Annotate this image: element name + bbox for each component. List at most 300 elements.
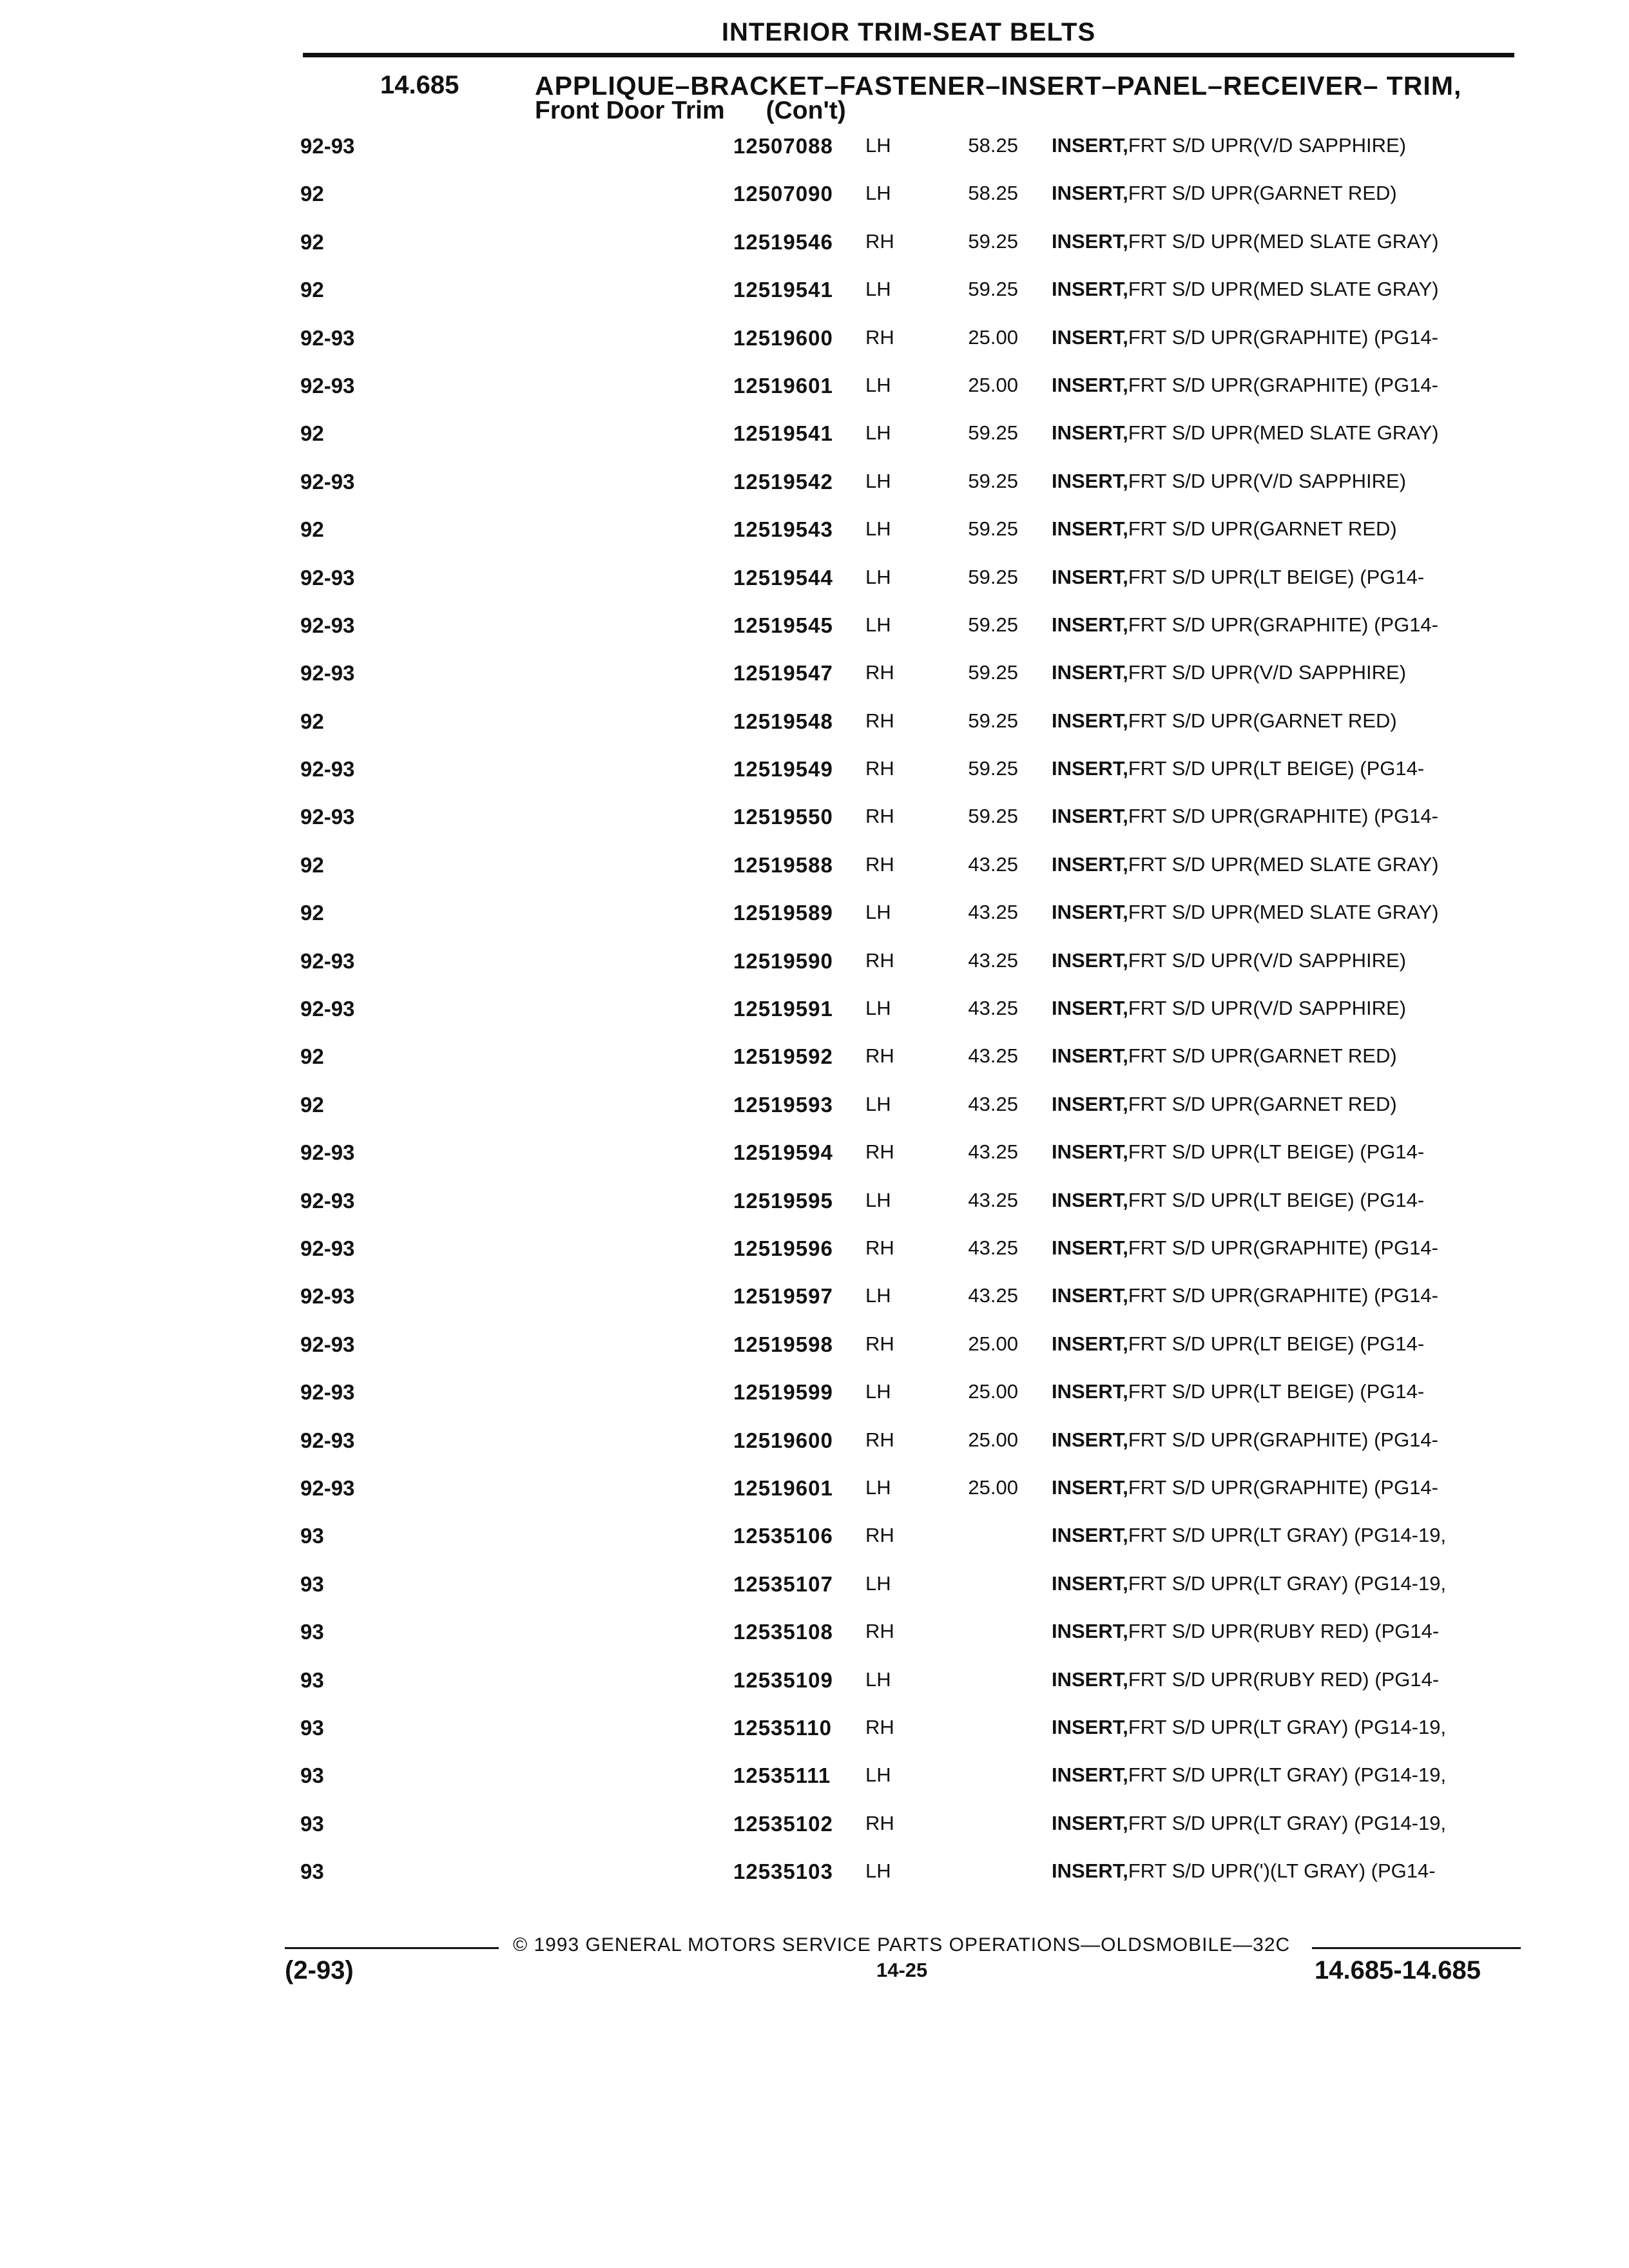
part-number: 12535108 xyxy=(733,1620,833,1644)
part-number: 12519601 xyxy=(733,373,833,398)
model-year: 92-93 xyxy=(300,613,355,637)
description-text: FRT S/D UPR(GRAPHITE) (PG14- xyxy=(1128,805,1438,828)
side-code: LH xyxy=(865,182,891,205)
part-description xyxy=(1052,1667,1440,1691)
description-text: FRT S/D UPR(LT GRAY) (PG14-19, xyxy=(1128,1524,1447,1547)
model-year: 92-93 xyxy=(300,469,355,494)
part-description xyxy=(1052,421,1439,445)
description-text: FRT S/D UPR(LT GRAY) (PG14-19, xyxy=(1128,1571,1447,1595)
model-year: 92 xyxy=(300,229,324,254)
model-year: 93 xyxy=(300,1715,324,1740)
page-number: 14-25 xyxy=(876,1959,928,1981)
price: 59.25 xyxy=(968,278,1018,301)
part-type: INSERT, xyxy=(1052,1188,1128,1211)
part-number: 12519549 xyxy=(733,757,833,782)
side-code: LH xyxy=(865,565,891,588)
page-header xyxy=(303,0,1514,59)
part-description xyxy=(1052,997,1407,1020)
section-number: 14.685 xyxy=(380,71,459,99)
part-type: INSERT, xyxy=(1052,1475,1128,1499)
part-row xyxy=(0,517,1629,565)
model-year: 92-93 xyxy=(300,805,355,829)
description-text: FRT S/D UPR(GARNET RED) xyxy=(1128,1092,1397,1115)
part-row xyxy=(0,1763,1629,1811)
part-type: INSERT, xyxy=(1052,1428,1128,1451)
part-row xyxy=(0,1524,1629,1571)
parts-list xyxy=(0,134,1629,1907)
part-number: 12519541 xyxy=(733,421,833,446)
part-type: INSERT, xyxy=(1052,1380,1128,1403)
description-text: FRT S/D UPR(V/D SAPPHIRE) xyxy=(1128,469,1407,492)
side-code: RH xyxy=(865,661,894,684)
model-year: 93 xyxy=(300,1763,324,1788)
part-row xyxy=(0,1668,1629,1716)
part-type: INSERT, xyxy=(1052,1571,1128,1595)
model-year: 92-93 xyxy=(300,373,355,398)
price: 59.25 xyxy=(968,757,1018,780)
part-number: 12519591 xyxy=(733,997,833,1021)
part-type: INSERT, xyxy=(1052,517,1128,541)
part-number: 12519542 xyxy=(733,469,833,494)
description-text: FRT S/D UPR(LT BEIGE) (PG14- xyxy=(1128,565,1425,588)
price: 43.25 xyxy=(968,1140,1018,1164)
part-number: 12519550 xyxy=(733,805,833,829)
price: 59.25 xyxy=(968,661,1018,684)
part-row xyxy=(0,230,1629,278)
side-code: RH xyxy=(865,805,894,828)
side-code: RH xyxy=(865,1140,894,1164)
side-code: RH xyxy=(865,852,894,876)
part-type: INSERT, xyxy=(1052,1332,1128,1355)
description-text: FRT S/D UPR(MED SLATE GRAY) xyxy=(1128,421,1439,445)
part-row xyxy=(0,1860,1629,1907)
price: 59.25 xyxy=(968,709,1018,732)
part-type: INSERT, xyxy=(1052,901,1128,924)
part-type: INSERT, xyxy=(1052,469,1128,492)
part-number: 12519548 xyxy=(733,709,833,733)
price: 59.25 xyxy=(968,229,1018,253)
part-description xyxy=(1052,1524,1447,1547)
part-description xyxy=(1052,134,1407,157)
model-year: 92 xyxy=(300,852,324,877)
part-row xyxy=(0,421,1629,469)
part-row xyxy=(0,1716,1629,1763)
side-code: RH xyxy=(865,709,894,732)
side-code: LH xyxy=(865,278,891,301)
part-type: INSERT, xyxy=(1052,1860,1128,1883)
part-number: 12519546 xyxy=(733,229,833,254)
price: 43.25 xyxy=(968,852,1018,876)
model-year: 92-93 xyxy=(300,325,355,350)
price: 43.25 xyxy=(968,1284,1018,1307)
part-number: 12519601 xyxy=(733,1475,833,1500)
price: 43.25 xyxy=(968,901,1018,924)
model-year: 93 xyxy=(300,1571,324,1596)
part-row xyxy=(0,278,1629,325)
part-description xyxy=(1052,613,1438,637)
part-description xyxy=(1052,373,1438,397)
part-row xyxy=(0,1812,1629,1860)
description-text: FRT S/D UPR(MED SLATE GRAY) xyxy=(1128,229,1439,253)
price: 58.25 xyxy=(968,182,1018,205)
model-year: 92-93 xyxy=(300,565,355,590)
part-row xyxy=(0,949,1629,997)
side-code: LH xyxy=(865,1380,891,1403)
description-text: FRT S/D UPR(GRAPHITE) (PG14- xyxy=(1128,1236,1438,1259)
description-text: FRT S/D UPR(MED SLATE GRAY) xyxy=(1128,852,1439,876)
side-code: LH xyxy=(865,373,891,396)
side-code: LH xyxy=(865,1860,891,1883)
description-text: FRT S/D UPR(LT BEIGE) (PG14- xyxy=(1128,1380,1425,1403)
side-code: LH xyxy=(865,1571,891,1595)
part-number: 12535102 xyxy=(733,1811,833,1836)
model-year: 92 xyxy=(300,278,324,302)
part-description xyxy=(1052,1236,1438,1260)
part-row xyxy=(0,613,1629,661)
part-row xyxy=(0,709,1629,757)
price: 43.25 xyxy=(968,1236,1018,1259)
part-row xyxy=(0,1189,1629,1236)
price: 59.25 xyxy=(968,421,1018,445)
part-type: INSERT, xyxy=(1052,1140,1128,1164)
description-text: FRT S/D UPR(V/D SAPPHIRE) xyxy=(1128,948,1407,972)
description-text: FRT S/D UPR(V/D SAPPHIRE) xyxy=(1128,997,1407,1020)
description-text: FRT S/D UPR(RUBY RED) (PG14- xyxy=(1128,1620,1440,1643)
part-type: INSERT, xyxy=(1052,948,1128,972)
part-number: 12519589 xyxy=(733,901,833,925)
part-row xyxy=(0,997,1629,1044)
part-row xyxy=(0,1236,1629,1284)
part-description xyxy=(1052,948,1407,972)
part-description xyxy=(1052,1475,1438,1499)
description-text: FRT S/D UPR(RUBY RED) (PG14- xyxy=(1128,1667,1440,1691)
part-type: INSERT, xyxy=(1052,134,1128,157)
side-code: LH xyxy=(865,613,891,636)
part-description xyxy=(1052,1428,1438,1452)
description-text: FRT S/D UPR(MED SLATE GRAY) xyxy=(1128,901,1439,924)
part-type: INSERT, xyxy=(1052,421,1128,445)
part-number: 12519600 xyxy=(733,325,833,350)
side-code: LH xyxy=(865,469,891,492)
part-row xyxy=(0,1428,1629,1476)
part-description xyxy=(1052,1044,1397,1068)
part-number: 12535110 xyxy=(733,1715,833,1740)
description-text: FRT S/D UPR(GRAPHITE) (PG14- xyxy=(1128,373,1438,396)
part-type: INSERT, xyxy=(1052,1092,1128,1115)
part-row xyxy=(0,853,1629,901)
side-code: RH xyxy=(865,1620,894,1643)
section-title: APPLIQUE–BRACKET–FASTENER–INSERT–PANEL–RECEIVER– TRIM, xyxy=(535,71,1462,101)
side-code: RH xyxy=(865,1715,894,1738)
description-text: FRT S/D UPR(LT GRAY) (PG14-19, xyxy=(1128,1811,1447,1834)
description-text: FRT S/D UPR(LT BEIGE) (PG14- xyxy=(1128,757,1425,780)
part-row xyxy=(0,326,1629,374)
price: 43.25 xyxy=(968,997,1018,1020)
description-text: FRT S/D UPR(GRAPHITE) (PG14- xyxy=(1128,1284,1438,1307)
part-type: INSERT, xyxy=(1052,1236,1128,1259)
part-number: 12519545 xyxy=(733,613,833,637)
part-number: 12535111 xyxy=(733,1763,831,1788)
part-number: 12519597 xyxy=(733,1284,833,1309)
description-text: FRT S/D UPR(GRAPHITE) (PG14- xyxy=(1128,325,1438,349)
side-code: RH xyxy=(865,1524,894,1547)
part-number: 12507090 xyxy=(733,182,833,206)
part-row xyxy=(0,901,1629,948)
part-number: 12519543 xyxy=(733,517,833,542)
part-description xyxy=(1052,1140,1425,1164)
part-description xyxy=(1052,517,1397,541)
model-year: 92 xyxy=(300,1092,324,1117)
part-description xyxy=(1052,565,1425,589)
part-description xyxy=(1052,1620,1440,1643)
model-year: 93 xyxy=(300,1811,324,1836)
part-description xyxy=(1052,1332,1425,1356)
part-number: 12519588 xyxy=(733,852,833,877)
part-description xyxy=(1052,1092,1397,1116)
price: 43.25 xyxy=(968,948,1018,972)
description-text: FRT S/D UPR(LT BEIGE) (PG14- xyxy=(1128,1140,1425,1164)
model-year: 92 xyxy=(300,901,324,925)
part-description xyxy=(1052,1763,1447,1787)
side-code: RH xyxy=(865,1236,894,1259)
part-row xyxy=(0,182,1629,229)
side-code: LH xyxy=(865,1667,891,1691)
part-number: 12535107 xyxy=(733,1571,833,1596)
part-row xyxy=(0,1140,1629,1188)
part-type: INSERT, xyxy=(1052,757,1128,780)
description-text: FRT S/D UPR(GRAPHITE) (PG14- xyxy=(1128,1475,1438,1499)
part-type: INSERT, xyxy=(1052,1667,1128,1691)
part-type: INSERT, xyxy=(1052,661,1128,684)
price: 25.00 xyxy=(968,1475,1018,1499)
price: 43.25 xyxy=(968,1092,1018,1115)
part-type: INSERT, xyxy=(1052,182,1128,205)
part-row xyxy=(0,805,1629,852)
model-year: 92-93 xyxy=(300,1140,355,1165)
side-code: LH xyxy=(865,421,891,445)
part-description xyxy=(1052,1380,1425,1403)
description-text: FRT S/D UPR(GARNET RED) xyxy=(1128,709,1397,732)
part-type: INSERT, xyxy=(1052,1044,1128,1068)
price: 25.00 xyxy=(968,373,1018,396)
part-type: INSERT, xyxy=(1052,709,1128,732)
part-type: INSERT, xyxy=(1052,1524,1128,1547)
price: 25.00 xyxy=(968,1380,1018,1403)
model-year: 92-93 xyxy=(300,1428,355,1452)
model-year: 92 xyxy=(300,421,324,446)
part-description xyxy=(1052,182,1397,205)
price: 25.00 xyxy=(968,325,1018,349)
part-number: 12519593 xyxy=(733,1092,833,1117)
part-number: 12519596 xyxy=(733,1236,833,1260)
side-code: RH xyxy=(865,1811,894,1834)
side-code: LH xyxy=(865,1092,891,1115)
section-subtitle-text: Front Door Trim xyxy=(535,97,725,124)
price: 58.25 xyxy=(968,134,1018,157)
model-year: 92-93 xyxy=(300,1475,355,1500)
side-code: RH xyxy=(865,948,894,972)
model-year: 93 xyxy=(300,1860,324,1884)
part-type: INSERT, xyxy=(1052,1284,1128,1307)
part-number: 12519599 xyxy=(733,1380,833,1405)
part-description xyxy=(1052,757,1425,780)
side-code: LH xyxy=(865,517,891,541)
part-number: 12535106 xyxy=(733,1524,833,1548)
part-type: INSERT, xyxy=(1052,852,1128,876)
description-text: FRT S/D UPR(GRAPHITE) (PG14- xyxy=(1128,1428,1438,1451)
side-code: RH xyxy=(865,1332,894,1355)
part-row xyxy=(0,566,1629,613)
description-text: FRT S/D UPR(LT GRAY) (PG14-19, xyxy=(1128,1763,1447,1787)
part-row xyxy=(0,1093,1629,1140)
revision-date-code: (2-93) xyxy=(285,1956,354,1984)
part-description xyxy=(1052,661,1407,684)
part-row xyxy=(0,1332,1629,1380)
part-type: INSERT, xyxy=(1052,229,1128,253)
part-type: INSERT, xyxy=(1052,1620,1128,1643)
part-description xyxy=(1052,325,1438,349)
part-description xyxy=(1052,229,1439,253)
model-year: 93 xyxy=(300,1667,324,1692)
part-row xyxy=(0,1572,1629,1620)
model-year: 93 xyxy=(300,1620,324,1644)
model-year: 92-93 xyxy=(300,1188,355,1213)
footer-rule-right xyxy=(1312,1947,1521,1949)
part-description xyxy=(1052,1188,1425,1212)
part-type: INSERT, xyxy=(1052,1763,1128,1787)
part-number: 12519598 xyxy=(733,1332,833,1356)
model-year: 92-93 xyxy=(300,948,355,973)
side-code: LH xyxy=(865,1284,891,1307)
section-continued-label: (Con't) xyxy=(766,97,846,124)
part-description xyxy=(1052,805,1438,828)
part-description xyxy=(1052,1284,1438,1307)
description-text: FRT S/D UPR(GARNET RED) xyxy=(1128,182,1397,205)
part-type: INSERT, xyxy=(1052,997,1128,1020)
description-text: FRT S/D UPR(V/D SAPPHIRE) xyxy=(1128,661,1407,684)
price: 59.25 xyxy=(968,469,1018,492)
price: 59.25 xyxy=(968,517,1018,541)
side-code: LH xyxy=(865,901,891,924)
page-section-range: 14.685-14.685 xyxy=(1315,1956,1481,1984)
part-row xyxy=(0,757,1629,805)
section-subtitle xyxy=(535,97,846,125)
description-text: FRT S/D UPR(')(LT GRAY) (PG14- xyxy=(1128,1860,1436,1883)
model-year: 92 xyxy=(300,517,324,542)
part-type: INSERT, xyxy=(1052,1811,1128,1834)
price: 25.00 xyxy=(968,1428,1018,1451)
price: 59.25 xyxy=(968,565,1018,588)
model-year: 92 xyxy=(300,1044,324,1069)
model-year: 92-93 xyxy=(300,757,355,782)
side-code: LH xyxy=(865,1763,891,1787)
part-number: 12519592 xyxy=(733,1044,833,1069)
part-description xyxy=(1052,1571,1447,1595)
part-row xyxy=(0,1284,1629,1332)
model-year: 93 xyxy=(300,1524,324,1548)
price: 43.25 xyxy=(968,1188,1018,1211)
description-text: FRT S/D UPR(GRAPHITE) (PG14- xyxy=(1128,613,1438,636)
model-year: 92 xyxy=(300,182,324,206)
part-type: INSERT, xyxy=(1052,565,1128,588)
part-number: 12519594 xyxy=(733,1140,833,1165)
description-text: FRT S/D UPR(LT BEIGE) (PG14- xyxy=(1128,1188,1425,1211)
side-code: RH xyxy=(865,1044,894,1068)
side-code: LH xyxy=(865,997,891,1020)
part-type: INSERT, xyxy=(1052,613,1128,636)
part-description xyxy=(1052,901,1439,924)
price: 59.25 xyxy=(968,613,1018,636)
part-row xyxy=(0,1620,1629,1667)
header-rule xyxy=(303,53,1514,57)
footer-rule-left xyxy=(285,1947,499,1949)
model-year: 92-93 xyxy=(300,134,355,158)
part-type: INSERT, xyxy=(1052,325,1128,349)
part-description xyxy=(1052,278,1439,301)
part-number: 12519600 xyxy=(733,1428,833,1452)
part-type: INSERT, xyxy=(1052,805,1128,828)
part-type: INSERT, xyxy=(1052,1715,1128,1738)
side-code: LH xyxy=(865,1188,891,1211)
part-row xyxy=(0,134,1629,182)
part-row xyxy=(0,1476,1629,1524)
side-code: LH xyxy=(865,134,891,157)
model-year: 92-93 xyxy=(300,661,355,686)
price: 43.25 xyxy=(968,1044,1018,1068)
model-year: 92-93 xyxy=(300,997,355,1021)
side-code: RH xyxy=(865,229,894,253)
description-text: FRT S/D UPR(GARNET RED) xyxy=(1128,1044,1397,1068)
model-year: 92-93 xyxy=(300,1332,355,1356)
side-code: LH xyxy=(865,1475,891,1499)
part-number: 12535109 xyxy=(733,1667,833,1692)
part-description xyxy=(1052,469,1407,493)
part-description xyxy=(1052,852,1439,876)
part-number: 12535103 xyxy=(733,1860,833,1884)
price: 25.00 xyxy=(968,1332,1018,1355)
side-code: RH xyxy=(865,757,894,780)
description-text: FRT S/D UPR(MED SLATE GRAY) xyxy=(1128,278,1439,301)
price: 59.25 xyxy=(968,805,1018,828)
part-type: INSERT, xyxy=(1052,278,1128,301)
description-text: FRT S/D UPR(LT GRAY) (PG14-19, xyxy=(1128,1715,1447,1738)
part-number: 12519544 xyxy=(733,565,833,590)
part-row xyxy=(0,374,1629,421)
part-description xyxy=(1052,1715,1447,1739)
part-row xyxy=(0,1380,1629,1428)
description-text: FRT S/D UPR(V/D SAPPHIRE) xyxy=(1128,134,1407,157)
part-row xyxy=(0,1044,1629,1092)
part-number: 12519595 xyxy=(733,1188,833,1213)
model-year: 92-93 xyxy=(300,1380,355,1405)
model-year: 92-93 xyxy=(300,1236,355,1260)
part-description xyxy=(1052,1860,1436,1883)
part-number: 12519590 xyxy=(733,948,833,973)
description-text: FRT S/D UPR(LT BEIGE) (PG14- xyxy=(1128,1332,1425,1355)
part-number: 12519547 xyxy=(733,661,833,686)
part-number: 12507088 xyxy=(733,134,833,158)
model-year: 92-93 xyxy=(300,1284,355,1309)
part-description xyxy=(1052,1811,1447,1835)
part-description xyxy=(1052,709,1397,733)
side-code: RH xyxy=(865,1428,894,1451)
part-number: 12519541 xyxy=(733,278,833,302)
description-text: FRT S/D UPR(GARNET RED) xyxy=(1128,517,1397,541)
page-title: INTERIOR TRIM-SEAT BELTS xyxy=(721,18,1096,46)
copyright-notice: © 1993 GENERAL MOTORS SERVICE PARTS OPERATIONS—OLDSMOBILE—32C xyxy=(513,1934,1291,1956)
model-year: 92 xyxy=(300,709,324,733)
part-row xyxy=(0,661,1629,709)
